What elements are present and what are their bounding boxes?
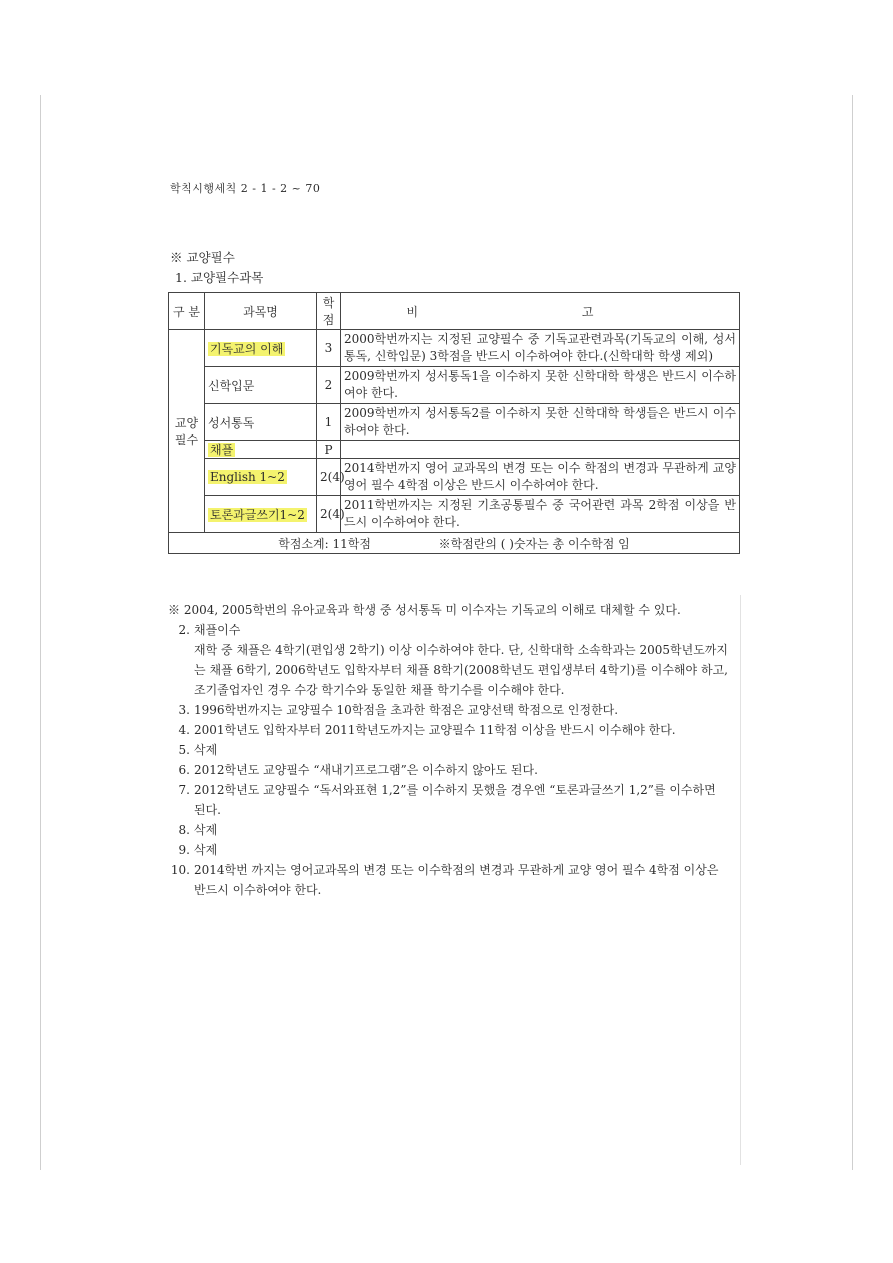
credit-footnote: ※학점란의 ( )숫자는 총 이수학점 임: [438, 536, 630, 551]
course-name: 성서통독: [205, 404, 317, 441]
list-item: 재학 중 채플은 4학기(편입생 2학기) 이상 이수하여야 한다. 단, 신학대학 소속학과는 2005학년도까지는 채플 6학기, 2006학년도 입학자부터 채플 8학기(2008학년도 편입생부터 4학기)를 이수해야 하고, 조기졸업자인 경우 수강 학기수와 동일한 채플 학기수를 이수해야 한다.: [194, 643, 728, 697]
note-cell: 2011학번까지는 지정된 기초공통필수 중 국어관련 과목 2학점 이상을 반드시 이수하여야 한다.: [341, 496, 740, 533]
credit-cell: 2(4): [317, 496, 341, 533]
header-division: 구 분: [169, 293, 205, 330]
table-row: [169, 441, 740, 459]
highlight-mark: 채플: [210, 443, 234, 457]
header-credit: 학점: [317, 293, 341, 330]
list-item: 3. 1996학번까지는 교양필수 10학점을 초과한 학점은 교양선택 학점으로 인정한다.: [178, 703, 619, 717]
course-name: [205, 459, 317, 496]
course-name: [205, 330, 317, 367]
division-cell: 교양 필수: [169, 330, 205, 533]
list-item: 4. 2001학년도 입학자부터 2011학년도까지는 교양필수 11학점 이상을 반드시 이수해야 한다.: [178, 723, 676, 737]
list-item: 6. 2012학년도 교양필수 “새내기프로그램”은 이수하지 않아도 된다.: [178, 763, 538, 777]
list-item: 5. 삭제: [178, 743, 218, 757]
table-row: [169, 496, 740, 533]
credit-subtotal: 학점소계: 11학점: [278, 536, 371, 551]
table-footer-row: [169, 533, 740, 554]
required-courses-table: [168, 292, 740, 554]
course-name: 신학입문: [205, 367, 317, 404]
asterisk-note: ※ 2004, 2005학번의 유아교육과 학생 중 성서통독 미 이수자는 기독교의 이해로 대체할 수 있다.: [168, 603, 681, 617]
list-item: 10. 2014학번 까지는 영어교과목의 변경 또는 이수학점의 변경과 무관하게 교양 영어 필수 4학점 이상은 반드시 이수하여야 한다.: [170, 863, 719, 897]
table-header-row: [169, 293, 740, 330]
list-item: 7. 2012학년도 교양필수 “독서와표현 1,2”를 이수하지 못했을 경우엔 “토론과글쓰기 1,2”를 이수하면 된다.: [178, 783, 716, 817]
list-item: 9. 삭제: [178, 843, 218, 857]
note-cell: 2014학번까지 영어 교과목의 변경 또는 이수 학점의 변경과 무관하게 교양 영어 필수 4학점 이상은 반드시 이수하여야 한다.: [341, 459, 740, 496]
table-row: [169, 459, 740, 496]
credit-cell: P: [317, 441, 341, 459]
list-item: 8. 삭제: [178, 823, 218, 837]
scan-edge-right: [852, 95, 853, 1170]
note-cell: 2009학번까지 성서통독1을 이수하지 못한 신학대학 학생은 반드시 이수하여야 한다.: [341, 367, 740, 404]
sub-title: 1. 교양필수과목: [175, 270, 264, 285]
credit-cell: 3: [317, 330, 341, 367]
table-row: [169, 367, 740, 404]
header-note: 비 고: [341, 293, 740, 330]
credit-cell: 1: [317, 404, 341, 441]
highlight-mark: English 1~2: [210, 470, 285, 484]
page-header: 학칙시행세칙 2 - 1 - 2 ~ 70: [170, 182, 321, 195]
highlight-mark: 토론과글쓰기1~2: [210, 507, 305, 522]
footer-cell: [169, 533, 740, 554]
note-cell: [341, 441, 740, 459]
header-course-name: 과목명: [205, 293, 317, 330]
course-name: [205, 496, 317, 533]
note-cell: 2009학번까지 성서통독2를 이수하지 못한 신학대학 학생들은 반드시 이수하여야 한다.: [341, 404, 740, 441]
table-row: [169, 330, 740, 367]
table-row: [169, 404, 740, 441]
credit-cell: 2: [317, 367, 341, 404]
scan-edge-left: [40, 95, 41, 1170]
scan-edge-inner: [740, 595, 741, 1165]
list-item: 2. 채플이수: [178, 623, 241, 637]
section-title: ※ 교양필수: [170, 250, 235, 265]
credit-cell: 2(4): [317, 459, 341, 496]
course-name: [205, 441, 317, 459]
note-cell: 2000학번까지는 지정된 교양필수 중 기독교관련과목(기독교의 이해, 성서통독, 신학입문) 3학점을 반드시 이수하여야 한다.(신학대학 학생 제외): [341, 330, 740, 367]
highlight-mark: 기독교의 이해: [210, 341, 284, 356]
notes-section: [168, 600, 728, 900]
